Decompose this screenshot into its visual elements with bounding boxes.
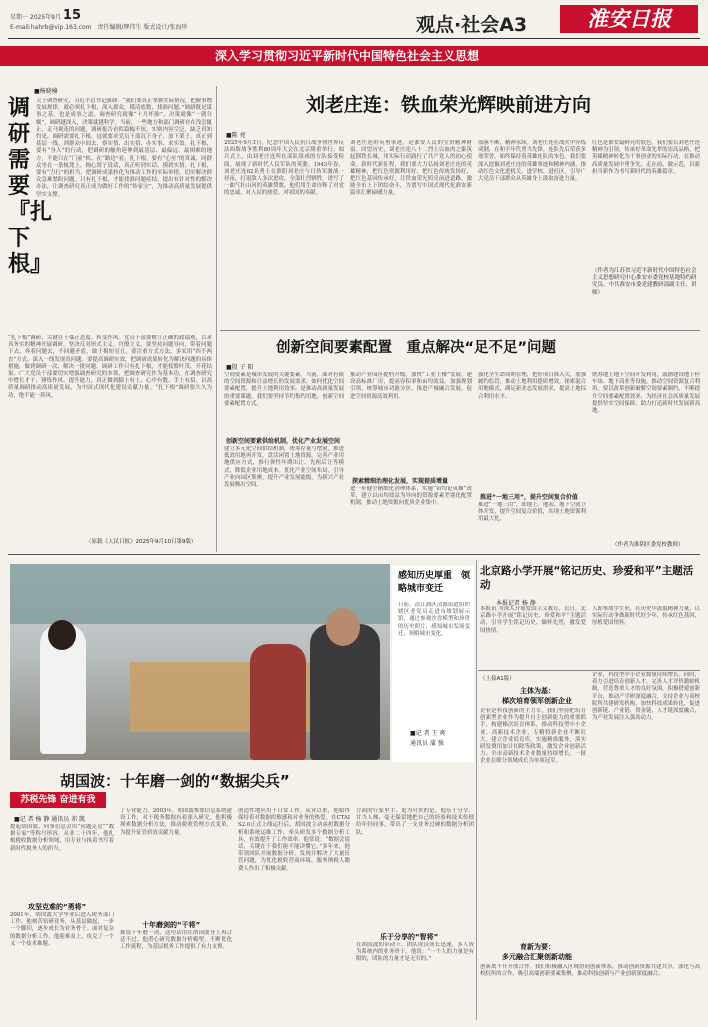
liu-col-1: 2025年9月3日，纪念中国人民抗日战争暨世界反法西斯战争胜利80周年大会在北京隆重举行。阅兵式上，由刘老庄连所在部队组成的方队接受检阅，展现了新时代人民军队的英姿。1943年春，刘老庄连82名勇士在淮阴刘老庄与日伪军激战一昼夜，打退敌人多次进攻，全部壮烈牺牲，谱写了一曲气壮山河的英雄赞歌，他们用生命诠释了对党的忠诚、对人民的热爱、对祖国的奉献。: [224, 140, 344, 197]
continued-subhead-2: 梯次培育领军创新企业: [502, 697, 572, 705]
left-source: （原载《人民日报》2025年9月10日第9版）: [86, 539, 197, 545]
continued-col-2: 企业，科技型中小企业数量持续增长。同时，着力引进培育创新人才，完善人才评价激励机制，营造尊重人才的良好氛围。积极搭建创新平台，推动产学研深度融合，支持企业与高校院所共建研发机构，加快科技成果转化，促进创新链、产业链、资金链、人才链深度融合，为产业发展注入强劲动力。: [592, 672, 700, 722]
space-col-2a: 推动产业园区提档升级，加快“工业上楼”发展，建设高标准厂房，提高容积率和亩均效益。加强规划引领，统筹城市功能分区，推进产城融合发展，促进空间资源高效利用。: [350, 372, 472, 400]
liu-col-2: 刘老庄连的英勇事迹，是淮安人民的宝贵精神财富。回望历史，刘老庄连八十二烈士以血肉之躯筑起钢铁长城，用实际行动践行了共产党人的初心使命。新时代新征程，我们要大力弘扬刘老庄连的英雄精神，把红色资源利用好、把红色传统发扬好、把红色基因传承好，让铁血荣光照亮前进道路，激励全市上下团结奋斗，为谱写中国式现代化淮安新篇章汇聚磅礴力量。: [350, 140, 472, 197]
hu-subhead-1: 攻坚克难的“勇将”: [28, 903, 87, 911]
section-name: 观点·社会: [416, 14, 500, 36]
continued-subhead-3: 育新为要：: [520, 943, 555, 951]
photo-reporter: ■记 者 王 爽: [410, 730, 446, 737]
hu-article-title: 胡国波：十年磨一剑的“数据尖兵”: [60, 772, 290, 790]
date-line: [10, 8, 81, 23]
hu-subhead-3: 乐于分享的“智将”: [380, 933, 439, 941]
hu-col-4a: 方面的行家里手。更为可贵的是，他乐于分享、甘当人梯，毫无保留地把自己的经验和技术传授给年轻同事，带出了一支业务过硬的数据分析团队。: [356, 808, 474, 836]
email-text: E-mail:hahrb@vip.163.com: [10, 24, 92, 31]
photo-person-red-shirt: [250, 644, 306, 760]
theme-banner: [0, 46, 708, 66]
left-title: 调研需要『扎下根』: [8, 96, 53, 277]
newspaper-logo: 淮安日报: [560, 5, 698, 33]
photo-correspondent: 通讯员 蒲 强: [410, 740, 444, 747]
space-col-1b: 建立多元化空间供给机制，统筹存量与增量，推进低效用地再开发，盘活闲置土地资源。完善产业用地供应方式，推行弹性年期出让、先租后让等模式，降低企业用地成本。优化产业空间布局，引导产业向园区集聚，提升产业发展能级，为新兴产业发展腾出空间。: [224, 446, 344, 489]
masthead-divider: [8, 38, 700, 39]
space-col-3b: 推进“一地三用”，即地上、地表、地下空间立体开发，提升空间复合价值，实现土地资源利用最大化。: [478, 502, 586, 523]
hu-col-1b: 2001年，胡国波大学毕业后进入税务部门工作。他刻苦钻研业务，从基层做起，一步一个脚印，逐步成长为业务骨干。面对复杂的数据分析工作，他迎难而上，攻克了一个又一个技术难题。: [10, 912, 114, 947]
space-byline: ■殷 子 阳: [226, 364, 254, 371]
photo-person-head: [326, 608, 360, 646]
banner-text: 深入学习贯彻习近平新时代中国特色社会主义思想: [215, 49, 480, 63]
space-col-3a: 强化全生命周期管理，把好项目准入关，加强履约监管，推动土地利用提质增效。探索混合用地模式，满足新业态发展需求，提高土地综合利用水平。: [478, 372, 586, 400]
space-col-4: 统筹地上地下空间开发利用，鼓励建设地下停车场、地下商业等设施，推动空间资源复合利用。要以改革创新破解空间要素制约，不断提升空间要素配置效率，为经济社会高质量发展提供坚实空间保障，助力打造新时代发展新高地。: [592, 372, 700, 415]
space-source: （作者为淮阴区委党校教师）: [612, 542, 684, 548]
editors-text: 责任编辑/缪伟生 版式设计/张海珍: [97, 24, 188, 31]
space-article-title: 创新空间要素配置 重点解决“足不足”问题: [276, 340, 557, 356]
hu-col-1a: 提起胡国波，同事们总会用“问题克星”“数据专家”等称号形容。从业二十四年，他扎根税收数据分析领域，用专业与执着书写着新时代税务人的担当。: [10, 824, 114, 852]
school-byline: 本报记者 杨 静: [496, 600, 536, 607]
photo-person-guide-head: [48, 620, 76, 650]
liu-source: （作者为江苏省习近平新时代中国特色社会主义思想研究中心淮安市委党校基地特约研究员、中共淮安市委党建教研部副主任、讲师）: [592, 268, 697, 296]
liu-col-4: 红色是淮安最鲜亮的底色。我们要以刘老庄连精神为引领，传承好革命先辈的崇高品格，把英雄精神转化为干事创业的实际行动，在推动高质量发展中勇争先、走在前、做示范，以新担当新作为书写新时代的英雄篇章。: [592, 140, 700, 175]
continued-subhead-4: 多元融合汇聚创新动能: [502, 953, 572, 961]
hu-subhead-2: 十年磨剑的“干将”: [142, 921, 201, 929]
space-col-2b: 进一步健全精细化治理体系，实施“亩均论英雄”改革，建立以亩均效益为导向的资源要素差别化配置机制，推动土地资源向优质企业集中。: [350, 486, 472, 507]
mid-divider: [8, 554, 700, 555]
left-body-bottom: “扎下根”调研，关键在于端正态度、转变作风。党员干部要树立正确的政绩观，以求真务实的精神开展调研，坚决反对形式主义、官僚主义。要坚持问题导向，带着问题下去，奔着问题去，不回避矛盾，敢于揭短亮丑。要注重方式方法，多采用“四不两直”方式，深入一线发现真问题。要提高调研实效，把调研成果转化为解决问题的具体措施，做到调研一次、解决一批问题。调研工作只有扎下根，才能枝繁叶茂、开花结果。广大党员干部要切实增强调查研究的本领，把调查研究作为基本功，在调查研究中增长才干、锤炼作风、提升能力，真正做到脚上有土、心中有数、手上有招，以高质量调研推动高质量发展，为中国式现代化建设贡献力量。“扎下根”调研要久久为功，绝不能一阵风。: [8, 335, 212, 399]
page-number: 15: [62, 8, 82, 23]
space-subhead-2: 探索精细治理化发展，实现提质增量: [352, 478, 449, 485]
right-col-divider: [476, 560, 477, 1020]
left-body-top: 关于调查研究，习近平总书记强调：“我们要真正掌握实际情况，把握事物发展规律，就必须扎下根，深入群众，摸清底数，找准问题。”调研既是谋事之基，也是成事之道。调查研究就像“十月怀胎”，决策就像“一朝分娩”，调研越深入，决策就越科学。当前，一些地方和部门调研存在浅尝辄止、走马观花的问题，调研报告看似篇幅不短，实则内容空泛，缺乏真知灼见。调研需要扎下根，这就要求党员干部沉下身子、放下架子，真正到基层一线、到群众中间去，察实情、出实招、办实事、求实效。扎下根，要有“身入”的行动，把调研的触角延伸到最基层、最偏远、最困难的地方，不能只在“门前”转、在“路边”看。扎下根，要有“心至”的真诚，同群众坐在一条板凳上，掏心窝子说话，真正听到实话、摸到实情。扎下根，要有“力行”的担当，把调研成果转化为推动工作的实际举措，切实解决群众急难愁盼问题。只有扎下根，才能找准问题症结，提出有针对性的解决办法，让调查研究真正成为做好工作的“传家宝”，为推动高质量发展提供坚实支撑。: [36, 98, 212, 198]
hu-col-2b: 都说十年磨一剑，这句话用在胡国波身上再合适不过。他潜心研究数据分析模型，不断优化工作流程，为基层税务工作提供了有力支撑。: [120, 930, 232, 951]
space-subhead-3: 推进“一地三用”，提升空间复合价值: [480, 494, 578, 501]
hu-kicker: 苏税先锋 奋进有我: [10, 792, 106, 808]
hu-col-2a: 了专业能力。2003年，胡国波参加信息系统建设工作，对于税务数据有着深入研究。他积极探索数据分析方法，推动税收管理方式变革，为提升征管质效贡献力量。: [120, 808, 232, 836]
page-code: A3: [499, 14, 528, 36]
date-text: 星期一 2025年9月: [10, 14, 61, 21]
liu-article-title: 刘老庄连：铁血荣光辉映前进方向: [306, 94, 592, 116]
news-photo: [10, 564, 390, 760]
hu-byline: ■记 者 杨 静 通讯员 祁 凯: [14, 816, 86, 823]
space-subhead-1: 创新空间要素供给机制，优化产业发展空间: [226, 438, 341, 445]
school-body-2: 人即事故学生形，在历史中汲取精神力量，以实际行动争做新时代好少年，传承红色基因，厚植爱国情怀。: [592, 606, 700, 627]
school-body-1: 本报讯 为深入开展爱国主义教育，近日，北京路小学开展“铭记历史、珍爱和平”主题活动，引导学生铭记历史、缅怀先烈，激发爱国热情。: [480, 606, 586, 634]
section-title: [416, 10, 527, 37]
left-byline: ■杨晓楠: [34, 88, 58, 95]
photo-caption-title: 感知历史厚重 领略城市变迁: [398, 571, 471, 594]
space-col-1a: 空间要素是城市发展的关键要素。当前，面对有限的空间资源和日益增长的发展需求，如何优化空间要素配置，提升土地利用效率，是推动高质量发展的重要课题。我们要坚持节约集约用地，创新空间要素配置方式。: [224, 372, 344, 407]
continued-col-1: 企业是科技创新的主力军。我们坚持把培育创新型企业作为提升自主创新能力的重要抓手，构建梯次培育体系，推动科技型中小企业、高新技术企业、专精特新企业不断壮大。建立企业培育库，实施精准服务，落实研发费用加计扣除等政策，激发企业创新活力。全市高新技术企业数量持续增长，一批企业在细分领域成长为单项冠军。: [480, 708, 586, 765]
liu-divider: [220, 330, 700, 331]
continued-subhead-1: 主体为基：: [520, 687, 555, 695]
hu-col-3: 创造性地应用于日常工作。从业以来，他始终保持着对数据的敏感和对业务的热爱。在CTAIS2.0正式上线运行后，胡国波主动承担数据分析和系统运维工作，牵头研发多个数据分析工具，有效提升了工作效率。他常说：“数据会说话，关键在于我们能不能读懂它。”多年来，他带领团队开展数据分析，发现并解决了大量征管问题，为优化税收营商环境、服务纳税人缴费人作出了积极贡献。: [238, 808, 350, 872]
photo-caption-box: [392, 566, 474, 762]
email-line: [10, 22, 187, 31]
school-divider: [478, 670, 700, 671]
continued-label: （上接A1版）: [480, 676, 515, 682]
hu-col-4b: 在胡国波的带动下，团队成员成长迅速，多人成为系统内的业务骨干。他说：“一个人的力量是有限的，团队的力量才是无穷的。”: [356, 942, 474, 963]
liu-col-3: 血脉不断，精神永续。刘老庄连在战火中淬炼成钢，在和平年代勇当先锋。连队先后荣获多项荣誉，始终保持着英雄连队的本色。我们要深入挖掘刘老庄连的英雄事迹和精神内涵，推动红色文化进机关、进学校、进社区，引导广大党员干部群众从英雄身上汲取奋进力量。: [478, 140, 586, 183]
left-col-divider: [216, 86, 217, 552]
continued-col-3: 创新离不开开放合作。我们积极融入区域协同创新体系，推动创新资源共建共享，深化与高校院所的合作，吸引高端创新要素集聚，推动科技创新与产业创新深度融合。: [480, 964, 700, 978]
photo-caption-body: 日前，清江浦区清源街道组织辖区老党员走进市规划展示馆，通过参观沙盘模型和珍贵的历史照片，感知城市发展变迁，领略城市变化。: [398, 602, 470, 637]
liu-byline: ■陈 亮: [226, 132, 246, 139]
school-article-title: 北京路小学开展“铭记历史、珍爱和平”主题活动: [480, 565, 694, 591]
